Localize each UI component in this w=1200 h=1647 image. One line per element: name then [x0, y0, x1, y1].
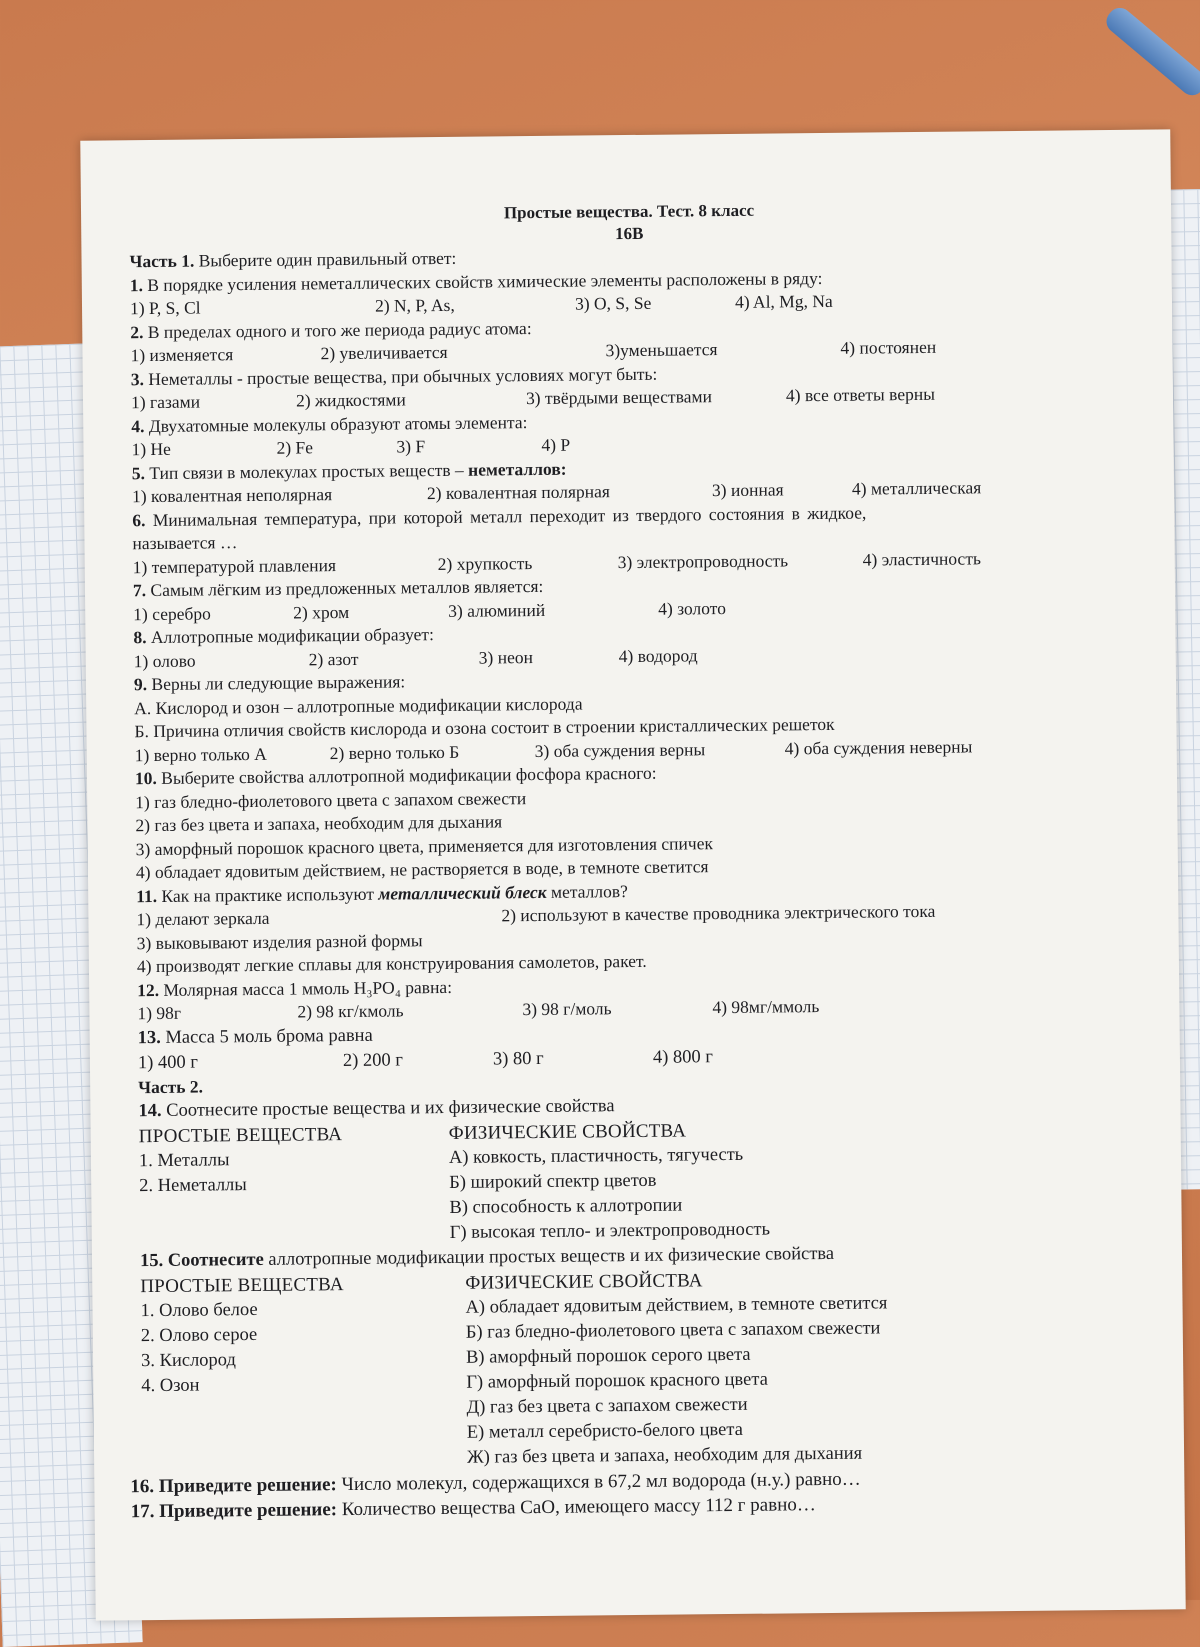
part1-heading: Часть 1. Выберите один правильный ответ: — [129, 247, 457, 272]
q15-left-item: 1. Олово белое — [140, 1299, 258, 1322]
question-7-options: 1) серебро 2) хром 3) алюминий 4) золото — [133, 597, 727, 624]
question-2-options: 1) изменяется 2) увеличивается 3)уменьшается 4) постоянен — [130, 336, 937, 366]
question-9-statement-b: Б. Причина отличия свойств кислорода и озона состоит в строении кристаллических решеток — [134, 713, 835, 742]
question-1-options: 1) P, S, Cl 2) N, P, As, 3) O, S, Se 4) Al, Mg, Na — [129, 290, 833, 319]
question-7: 7. Самым лёгким из предложенных металлов является: — [132, 575, 544, 601]
question-15: 15. Соотнесите аллотропные модификации простых веществ и их физические свойства — [139, 1243, 835, 1272]
test-content — [129, 196, 1143, 1524]
question-13: 13. Масса 5 моль брома равна — [137, 1025, 373, 1048]
question-3: 3. Неметаллы - простые вещества, при обычных условиях могут быть: — [130, 363, 658, 389]
question-11-options-row: 1) делают зеркала 2) используют в качестве проводника электрического тока — [136, 900, 936, 930]
question-15-table — [140, 1264, 1142, 1474]
q14-right-item: В) способность к аллотропии — [449, 1195, 683, 1218]
part2-heading: Часть 2. — [138, 1076, 204, 1097]
question-9-options: 1) верно только А 2) верно только Б 3) оба суждения верны 4) оба суждения неверны — [134, 735, 973, 765]
q15-right-item: Г) аморфный порошок красного цвета — [466, 1369, 768, 1393]
question-6: 6. Минимальная температура, при которой металл переходит из твердого состояния в жидкое, — [132, 502, 867, 530]
question-10: 10. Выберите свойства аллотропной модификации фосфора красного: — [134, 762, 657, 789]
test-variant: 16В — [615, 223, 644, 244]
q14-left-header: ПРОСТЫЕ ВЕЩЕСТВА — [138, 1124, 343, 1148]
question-17: 17. Приведите решение: Количество вещества CaO, имеющего массу 112 г равно… — [130, 1494, 816, 1523]
q14-left-item: 1. Металлы — [138, 1150, 230, 1172]
test-sheet — [80, 129, 1185, 1620]
question-12: 12. Молярная масса 1 ммоль H₃PO₄ равна: — [137, 976, 453, 1000]
question-13-options: 1) 400 г 2) 200 г 3) 80 г 4) 800 г — [137, 1046, 714, 1073]
question-5-options: 1) ковалентная неполярная 2) ковалентная полярная 3) ионная 4) металлическая — [131, 477, 982, 507]
question-11: 11. Как на практике используют металлический блеск металлов? — [136, 880, 628, 906]
question-4-options: 1) He 2) Fe 3) F 4) P — [131, 434, 571, 460]
question-10-option-1: 1) газ бледно-фиолетового цвета с запахом свежести — [135, 787, 527, 812]
question-6-cont: называется … — [132, 532, 238, 554]
question-10-option-3: 3) аморфный порошок красного цвета, применяется для изготовления спичек — [135, 832, 714, 859]
question-12-options: 1) 98г 2) 98 кг/кмоль 3) 98 г/моль 4) 98мг/ммоль — [137, 996, 820, 1024]
q14-right-item: Б) широкий спектр цветов — [449, 1170, 657, 1193]
test-title: Простые вещества. Тест. 8 класс — [503, 200, 755, 223]
question-4: 4. Двухатомные молекулы образуют атомы элемента: — [131, 411, 528, 436]
question-6-options: 1) температурой плавления 2) хрупкость 3) электропроводность 4) эластичность — [132, 547, 981, 577]
question-8-options: 1) олово 2) азот 3) неон 4) водород — [133, 644, 698, 671]
question-9-statement-a: А. Кислород и озон – аллотропные модификации кислорода — [134, 693, 583, 718]
question-5: 5. Тип связи в молекулах простых веществ – неметаллов: — [131, 458, 567, 483]
question-10-option-2: 2) газ без цвета и запаха, необходим для дыхания — [135, 811, 503, 836]
q15-left-header: ПРОСТЫЕ ВЕЩЕСТВА — [140, 1274, 344, 1298]
q14-right-header: ФИЗИЧЕСКИЕ СВОЙСТВА — [448, 1120, 687, 1144]
question-1: 1. В порядке усиления неметаллических свойств химические элементы расположены в ряду: — [129, 267, 823, 295]
q15-right-header: ФИЗИЧЕСКИЕ СВОЙСТВА — [465, 1270, 703, 1294]
q15-right-item: В) аморфный порошок серого цвета — [465, 1344, 751, 1368]
question-11-option-4: 4) производят легкие сплавы для конструирования самолетов, ракет. — [136, 950, 647, 977]
q15-right-item: А) обладает ядовитым действием, в темноте светится — [465, 1293, 888, 1318]
pen — [1102, 3, 1200, 100]
q15-left-item: 3. Кислород — [140, 1350, 236, 1372]
question-8: 8. Аллотропные модификации образует: — [133, 624, 434, 648]
question-3-options: 1) газами 2) жидкостями 3) твёрдыми веществами 4) все ответы верны — [130, 383, 936, 413]
q15-right-item: Ж) газ без цвета и запаха, необходим для дыхания — [466, 1443, 863, 1468]
q14-left-item: 2. Неметаллы — [139, 1175, 247, 1197]
q14-right-item: Г) высокая тепло- и электропроводность — [449, 1219, 771, 1243]
question-9: 9. Верны ли следующие выражения: — [133, 671, 406, 695]
q15-right-item: Д) газ без цвета с запахом свежести — [466, 1394, 748, 1418]
q15-right-item: Б) газ бледно-фиолетового цвета с запахом свежести — [465, 1318, 881, 1343]
question-11-option-3: 3) выковывают изделия разной формы — [136, 929, 423, 953]
q14-right-item: А) ковкость, пластичность, тягучесть — [448, 1144, 744, 1168]
question-2: 2. В пределах одного и того же периода радиус атома: — [130, 317, 532, 342]
question-16: 16. Приведите решение: Число молекул, содержащихся в 67,2 мл водорода (н.у.) равно… — [130, 1468, 861, 1498]
q15-left-item: 4. Озон — [141, 1375, 200, 1397]
question-14: 14. Соотнесите простые вещества и их физические свойства — [138, 1096, 615, 1122]
q15-right-item: Е) металл серебристо-белого цвета — [466, 1419, 743, 1443]
q15-left-item: 2. Олово серое — [140, 1324, 258, 1347]
question-14-table — [139, 1114, 1140, 1249]
question-10-option-4: 4) обладает ядовитым действием, не растворяется в воде, в темноте светится — [135, 856, 709, 883]
